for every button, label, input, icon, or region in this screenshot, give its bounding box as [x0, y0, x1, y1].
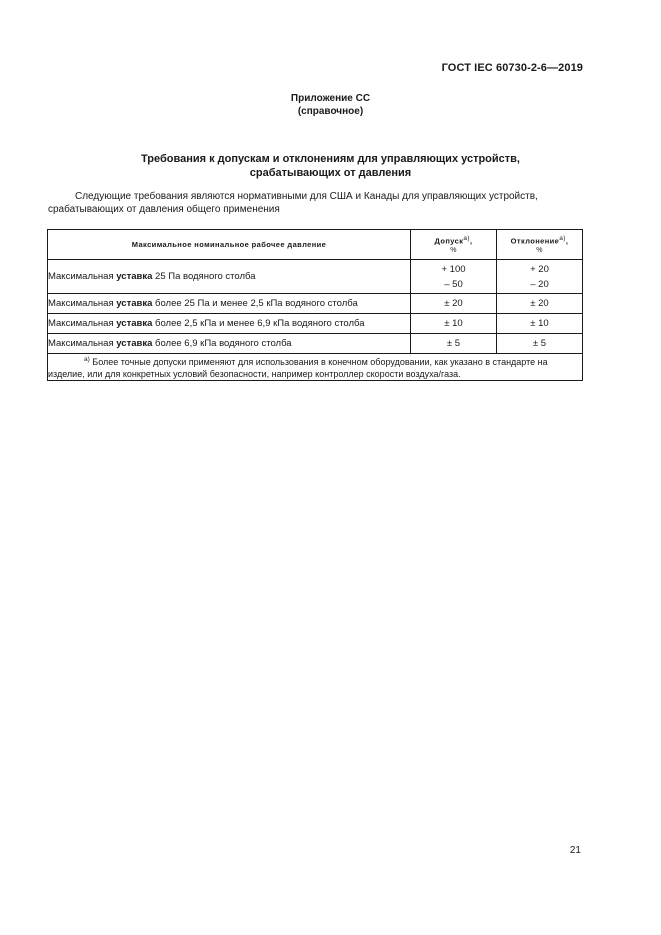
row-deviation: + 20 – 20: [497, 260, 583, 294]
page-number: 21: [569, 845, 581, 856]
table-row: [48, 294, 583, 314]
standard-code: ГОСТ IEC 60730-2-6—2019: [441, 62, 583, 74]
header-deviation-label: Отклонение: [510, 236, 560, 246]
row-tolerance: ± 5: [411, 334, 497, 354]
table-row: [48, 334, 583, 354]
row-deviation: ± 20: [497, 294, 583, 314]
table-footnote-row: [48, 354, 583, 381]
header-tolerance-label: Допуск: [434, 236, 464, 246]
header-deviation-comma: ,: [565, 236, 569, 246]
annex-title: [80, 152, 581, 180]
annex-title-line1: Требования к допускам и отклонениям для управляющих устройств,: [141, 153, 520, 165]
row-tolerance: ± 20: [411, 294, 497, 314]
row-label: Максимальная уставка более 2,5 кПа и менее 6,9 кПа водяного столба: [48, 314, 411, 334]
header-tolerance: [411, 230, 497, 260]
row-tolerance: ± 10: [411, 314, 497, 334]
annex-name: Приложение CC: [290, 93, 371, 104]
header-deviation: [497, 230, 583, 260]
header-deviation-footnote-mark: a): [559, 234, 566, 242]
table-footnote: [48, 354, 583, 381]
header-tolerance-footnote-mark: a): [463, 234, 470, 242]
row-label: Максимальная уставка более 6,9 кПа водяного столба: [48, 334, 411, 354]
table-row: [48, 260, 583, 294]
table-header-row: [48, 230, 583, 260]
annex-type: (справочное): [297, 106, 364, 117]
annex-heading: [0, 92, 661, 118]
footnote-mark: a): [84, 356, 90, 363]
table-row: [48, 314, 583, 334]
row-label: Максимальная уставка более 25 Па и менее 2,5 кПа водяного столба: [48, 294, 411, 314]
row-deviation: ± 5: [497, 334, 583, 354]
row-tolerance: + 100 – 50: [411, 260, 497, 294]
header-tolerance-comma: ,: [469, 236, 473, 246]
annex-title-line2: срабатывающих от давления: [249, 167, 412, 179]
header-tolerance-unit: %: [450, 247, 457, 255]
intro-paragraph: Следующие требования являются нормативными для США и Канады для управляющих устройств, срабатывающих от давления общего применения: [48, 191, 538, 215]
header-pressure: Максимальное номинальное рабочее давление: [48, 230, 411, 260]
requirements-table: [47, 229, 583, 381]
footnote-text: Более точные допуски применяют для использования в конечном оборудовании, как указано в стандарте на изделие, или для конкретных условий безопасности, например контроллер скорости воздуха/газа.: [48, 357, 548, 379]
row-deviation: ± 10: [497, 314, 583, 334]
header-deviation-unit: %: [536, 247, 543, 255]
row-label: Максимальная уставка 25 Па водяного столба: [48, 260, 411, 294]
